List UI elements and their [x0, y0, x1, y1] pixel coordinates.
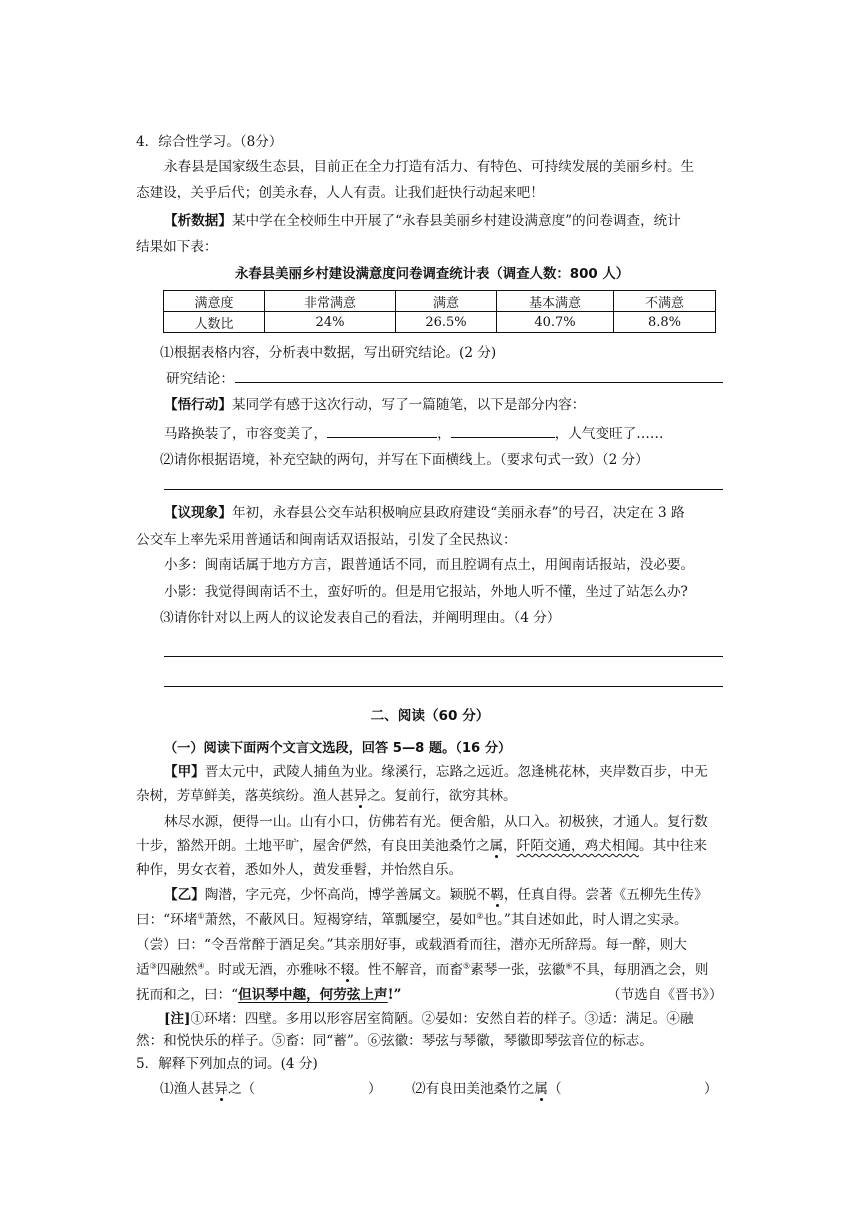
q5-item-1-close: ）: [368, 1081, 382, 1097]
footnote-marker: ②: [476, 911, 484, 921]
sub-question-2-answer-line[interactable]: [164, 489, 723, 490]
underlined-quote: 但识琴中趣，何劳弦上声: [238, 987, 388, 1003]
table-cell: 40.7%: [497, 312, 614, 333]
note-line-2: 然：和悦快乐的样子。⑤畜：同“蓄”。⑥弦徽：琴弦与琴徽，琴徽即琴弦音位的标志。: [136, 1033, 653, 1049]
dotted-word: 辍: [340, 962, 355, 978]
satisfaction-table: [163, 290, 716, 333]
source-citation: （节选自《晋书》）: [607, 987, 723, 1003]
discuss-line-1: 【议现象】年初，永春县公交车站积极响应县政府建设“美丽永春”的号召，决定在 3 路: [164, 505, 685, 521]
xiaoying-comment: 小影：我觉得闽南话不土，蛮好听的。但是用它报站，外地人听不懂，坐过了站怎么办?: [164, 584, 688, 600]
note-tag: [注]: [164, 1011, 191, 1027]
essay-blank-2[interactable]: [451, 424, 555, 438]
analyze-data-line-1: 【析数据】某中学在全校师生中开展了“永春县美丽乡村建设满意度”的问卷调查，统计: [164, 213, 681, 229]
essay-blank-1[interactable]: [327, 424, 437, 438]
sub-question-1: ⑴根据表格内容，分析表中数据，写出研究结论。(2 分): [160, 345, 497, 361]
table-header-cell: 基本满意: [497, 291, 614, 312]
yi-line-1: 【乙】陶潜，字元亮，少怀高尚，博学善属文。颖脱不羁，任真自得。尝著《五柳先生传》: [164, 887, 708, 903]
question-5-title: 5．解释下列加点的词。(4 分): [136, 1056, 318, 1072]
table-header-cell: 不满意: [614, 291, 716, 312]
analyze-data-line-2: 结果如下表：: [136, 239, 218, 255]
footnote-marker: ⑥: [565, 961, 573, 971]
sub-question-3: ⑶请你针对以上两人的议论发表自己的看法，并阐明理由。（4 分）: [160, 610, 561, 626]
essay-line: 马路换装了，市容变美了， ， ，人气变旺了……: [164, 426, 664, 442]
yi-line-3: （尝）曰：“令吾常醉于酒足矣。”其亲朋好事，或载酒肴而往，潜亦无所辞焉。每一醉，则大: [136, 937, 687, 953]
q5-item-2: ⑵有良田美池桑竹之属（: [412, 1081, 562, 1097]
conclusion-label: 研究结论：: [166, 371, 234, 387]
intro-line-2: 态建设，关乎后代；创美永春，人人有责。让我们赶快行动起来吧！: [136, 185, 544, 201]
table-title: 永春县美丽乡村建设满意度问卷调查统计表（调查人数：800 人）: [235, 267, 630, 282]
wavy-underlined-phrase: 阡陌交通，鸡犬相闻: [516, 838, 639, 854]
table-cell: 人数比: [164, 312, 265, 333]
footnote-marker: ④: [197, 961, 205, 971]
section-2-title: 二、阅读（60 分）: [370, 708, 490, 724]
yi-line-5: 抚而和之，曰：“但识琴中趣，何劳弦上声!”: [136, 987, 402, 1003]
question-4-title: 4．综合性学习。（8分）: [136, 134, 283, 150]
conclusion-answer-line[interactable]: [235, 382, 723, 383]
table-cell: 26.5%: [396, 312, 497, 333]
table-header-cell: 非常满意: [265, 291, 396, 312]
sub-question-2: ⑵请你根据语境，补充空缺的两句，并写在下面横线上。（要求句式一致）（2 分）: [160, 452, 649, 468]
sub-question-3-answer-line-1[interactable]: [164, 656, 723, 657]
dotted-word: 羁: [490, 887, 504, 903]
table-cell: 24%: [265, 312, 396, 333]
footnote-marker: ③: [149, 961, 157, 971]
footnote-marker: ①: [197, 911, 205, 921]
analyze-data-tag: 【析数据】: [164, 213, 232, 229]
xiaoduo-comment: 小多：闽南话属于地方方言，跟普通话不同，而且腔调有点土，用闽南话报站，没必要。: [164, 557, 695, 573]
footnote-marker: ⑤: [463, 961, 471, 971]
table-header-cell: 满意度: [164, 291, 265, 312]
yi-line-2: 曰：“环堵①萧然，不蔽风日。短褐穿结，箪瓢屡空，晏如②也。”其自述如此，时人谓之实录。: [136, 911, 688, 928]
q5-item-1: ⑴渔人甚异之（: [160, 1081, 256, 1097]
table-row: [164, 312, 716, 333]
action-line: 【悟行动】某同学有感于这次行动，写了一篇随笔，以下是部分内容：: [164, 397, 586, 413]
table-header-row: [164, 291, 716, 312]
dotted-word: 属: [489, 838, 504, 854]
jia-line-2: 杂树，芳草鲜美，落英缤纷。渔人甚异之。复前行，欲穷其林。: [136, 788, 517, 804]
yi-tag: 【乙】: [164, 887, 205, 903]
note-line-1: [注]①环堵：四壁。多用以形容居室简陋。②晏如：安然自若的样子。③适：满足。④融: [164, 1011, 694, 1027]
sub-question-3-answer-line-2[interactable]: [164, 686, 723, 687]
dotted-word: 异: [214, 1081, 228, 1097]
jia-line-5: 种作，男女衣着，悉如外人，黄发垂髫，并怡然自乐。: [136, 862, 463, 878]
jia-tag: 【甲】: [164, 764, 205, 780]
table-cell: 8.8%: [614, 312, 716, 333]
table-header-cell: 满意: [396, 291, 497, 312]
jia-line-4: 十步，豁然开朗。土地平旷，屋舍俨然，有良田美池桑竹之属，阡陌交通，鸡犬相闻。其中往来: [136, 838, 707, 854]
dotted-word: 异: [353, 788, 368, 804]
action-tag: 【悟行动】: [164, 397, 232, 413]
discuss-tag: 【议现象】: [164, 505, 232, 521]
dotted-word: 属: [534, 1081, 548, 1097]
q5-item-2-close: ）: [704, 1081, 718, 1097]
jia-line-1: 【甲】晋太元中，武陵人捕鱼为业。缘溪行，忘路之远近。忽逢桃花林，夹岸数百步，中无: [164, 764, 708, 780]
jia-line-3: 林尽水源，便得一山。山有小口，仿佛若有光。便舍船，从口入。初极狭，才通人。复行数: [164, 814, 708, 830]
part-1-title: （一）阅读下面两个文言文选段，回答 5—8 题。（16 分）: [164, 741, 512, 756]
discuss-line-2: 公交车上率先采用普通话和闽南话双语报站，引发了全民热议：: [136, 532, 517, 548]
yi-line-4: 适③四融然④。时或无酒，亦雅咏不辍。性不解音，而畜⑤素琴一张，弦徽⑥不具，每朋酒之会，则: [136, 961, 709, 978]
intro-line-1: 永春县是国家级生态县，目前正在全力打造有活力、有特色、可持续发展的美丽乡村。生: [164, 159, 695, 175]
